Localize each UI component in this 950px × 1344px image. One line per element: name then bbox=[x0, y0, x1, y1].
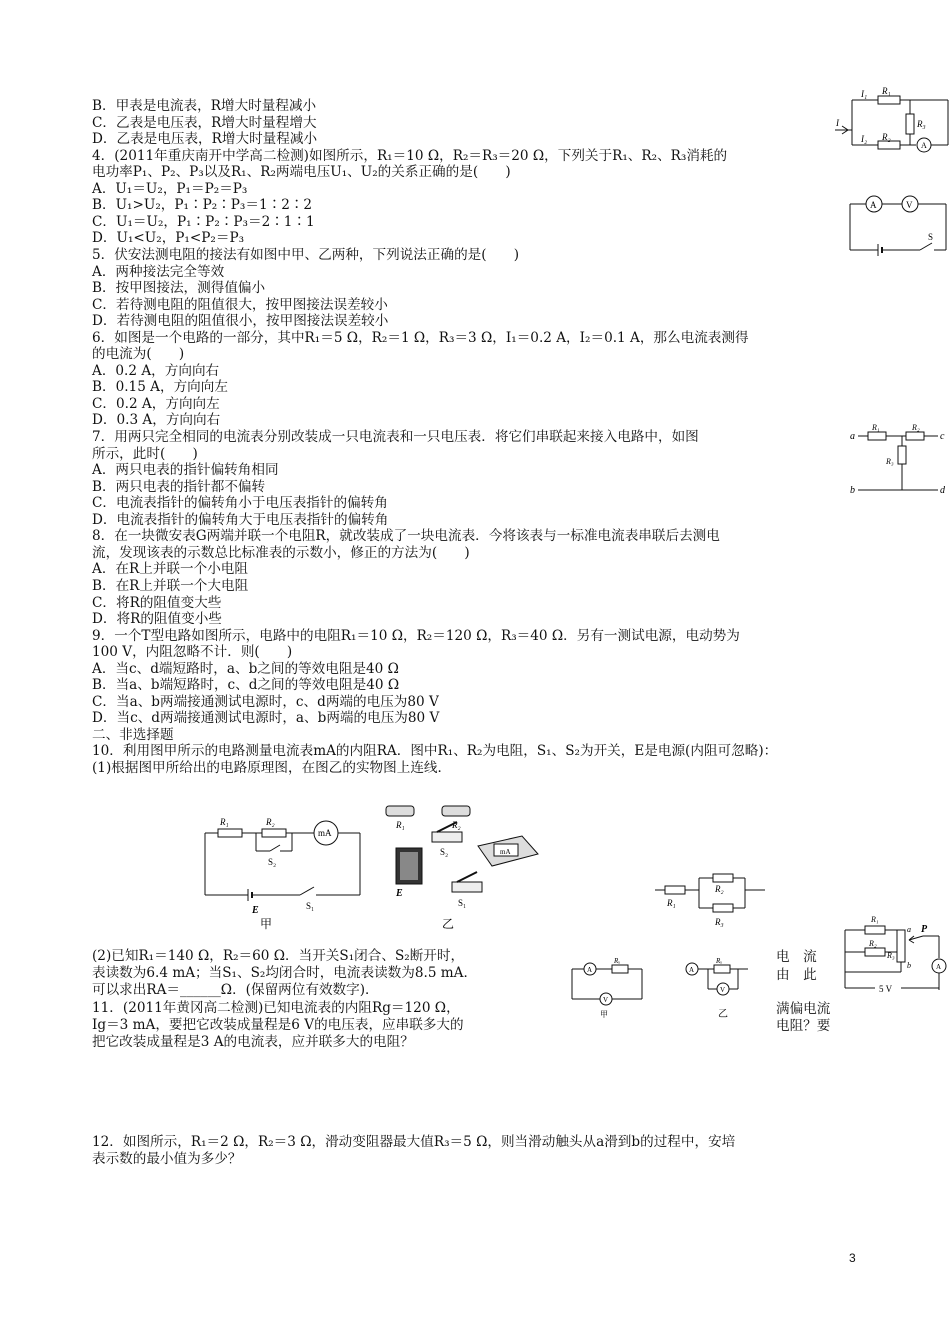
text-line: 12．如图所示，R₁＝2 Ω，R₂＝3 Ω，滑动变阻器最大值R₃＝5 Ω，则当滑动触头从a滑到b的过程中，安培 bbox=[92, 1134, 736, 1150]
voltammetry-diagram-yi bbox=[674, 955, 764, 1021]
page-number: 3 bbox=[849, 1251, 856, 1265]
label-S: S bbox=[928, 232, 934, 242]
text-line: (2)已知R₁＝140 Ω，R₂＝60 Ω．当开关S₁闭合、S₂断开时， bbox=[92, 948, 465, 964]
label-jia: 甲 bbox=[600, 1010, 608, 1019]
text-line: 所示，此时( ) bbox=[92, 445, 198, 462]
text-line: 10．利用图甲所示的电路测量电流表mA的内阻RA．图中R₁、R₂为电阻，S₁、S₂为开关，E是电源(内阻可忽略)： bbox=[92, 743, 778, 760]
label-V: V bbox=[906, 200, 913, 210]
label-R3: R₃ bbox=[886, 457, 894, 466]
side-text-4: 电阻？要 bbox=[776, 1018, 831, 1034]
text-line: 9．一个T型电路如图所示，电路中的电阻R₁＝10 Ω，R₂＝120 Ω，R₃＝40 Ω．另有一测试电源，电动势为 bbox=[92, 627, 740, 644]
text-line: 7．用两只完全相同的电流表分别改装成一只电流表和一只电压表．将它们串联起来接入电路中，如图 bbox=[92, 429, 699, 445]
label-R2: R₂ bbox=[869, 939, 877, 948]
text-line: C．U₁＝U₂，P₁∶P₂∶P₃＝2∶1∶1 bbox=[92, 213, 315, 230]
circuit-diagram-q3 bbox=[830, 86, 950, 160]
text-line: 电功率P₁、P₂、P₃以及R₁、R₂两端电压U₁、U₂的关系正确的是( ) bbox=[92, 164, 511, 181]
text-line: B．两只电表的指针都不偏转 bbox=[92, 478, 266, 495]
label-Rx: Rₓ bbox=[716, 957, 723, 965]
text-line: 5．伏安法测电阻的接法有如图中甲、乙两种，下列说法正确的是( ) bbox=[92, 246, 520, 263]
resistor-network-diagram bbox=[655, 868, 770, 930]
label-b: b bbox=[850, 485, 855, 496]
component-picture-yi bbox=[382, 798, 542, 933]
text-line: D．将R的阻值变小些 bbox=[92, 611, 222, 628]
text-line: D．0.3 A，方向向右 bbox=[92, 412, 221, 429]
label-jia: 甲 bbox=[260, 917, 273, 931]
text-line: 表示数的最小值为多少？ bbox=[92, 1151, 242, 1167]
label-R2: R₂ bbox=[912, 423, 920, 432]
text-line: B．甲表是电流表，R增大时量程减小 bbox=[92, 98, 317, 114]
label-R1: R₁ bbox=[872, 423, 880, 432]
label-R2: R₂ bbox=[882, 132, 891, 142]
label-yi: 乙 bbox=[718, 1009, 728, 1020]
label-R1: R₁ bbox=[220, 817, 229, 827]
label-b: b bbox=[907, 961, 911, 970]
label-R2: R₂ bbox=[715, 884, 724, 894]
text-line: C．若待测电阻的阻值很大，按甲图接法误差较小 bbox=[92, 296, 388, 313]
label-A: A bbox=[870, 200, 877, 210]
text-line: Ig＝3 mA，要把它改装成量程是6 V的电压表，应串联多大的 bbox=[92, 1017, 464, 1033]
side-text-3: 满偏电流 bbox=[776, 1001, 831, 1017]
text-line: B．按甲图接法，测得值偏小 bbox=[92, 280, 266, 297]
label-R3: R₃ bbox=[887, 951, 895, 960]
label-S2: S₂ bbox=[440, 847, 449, 857]
label-R2: R₂ bbox=[266, 817, 275, 827]
text-line: A．U₁＝U₂，P₁＝P₂＝P₃ bbox=[92, 180, 248, 197]
label-P: P bbox=[921, 924, 928, 935]
text-line: 把它改装成量程是3 A的电流表，应并联多大的电阻？ bbox=[92, 1034, 414, 1050]
label-R2: R₂ bbox=[452, 820, 461, 830]
text-line: B．在R上并联一个大电阻 bbox=[92, 577, 249, 594]
label-yi: 乙 bbox=[442, 917, 455, 931]
text-line: A．两种接法完全等效 bbox=[92, 263, 225, 280]
text-line: (1)根据图甲所给出的电路原理图，在图乙的实物图上连线． bbox=[92, 760, 452, 776]
text-line: D．U₁<U₂，P₁<P₂＝P₃ bbox=[92, 230, 245, 247]
voltammetry-diagram-jia bbox=[560, 955, 650, 1021]
label-A: A bbox=[689, 966, 695, 974]
label-S1: S₁ bbox=[458, 898, 467, 908]
text-line: 二、非选择题 bbox=[92, 726, 174, 743]
label-I1: I₁ bbox=[861, 89, 868, 99]
label-c: c bbox=[940, 431, 945, 442]
label-A: A bbox=[936, 963, 942, 971]
label-V: V bbox=[603, 996, 609, 1004]
text-line: B．U₁>U₂，P₁∶P₂∶P₃＝1∶2∶2 bbox=[92, 197, 313, 214]
label-R3: R₃ bbox=[917, 119, 926, 129]
label-R1: R₁ bbox=[871, 915, 879, 924]
text-line: D．电流表指针的偏转角大于电压表指针的偏转角 bbox=[92, 511, 389, 528]
text-line: 100 V，内阻忽略不计．则( ) bbox=[92, 644, 293, 661]
text-line: C．0.2 A，方向向左 bbox=[92, 395, 220, 412]
text-line: C．电流表指针的偏转角小于电压表指针的偏转角 bbox=[92, 495, 388, 512]
label-Rx: Rₓ bbox=[614, 957, 621, 965]
label-a: a bbox=[907, 925, 911, 934]
text-line: C．当a、b两端接通测试电源时，c、d两端的电压为80 V bbox=[92, 693, 439, 710]
label-A: A bbox=[587, 966, 593, 974]
text-line: D．当c、d两端接通测试电源时，a、b两端的电压为80 V bbox=[92, 710, 440, 727]
label-I: I bbox=[836, 118, 839, 128]
label-V: V bbox=[720, 986, 726, 994]
text-line: 11．(2011年黄冈高二检测)已知电流表的内阻Rg＝120 Ω， bbox=[92, 1000, 460, 1016]
rheostat-circuit-diagram bbox=[835, 910, 947, 995]
text-line: A．当c、d端短路时，a、b之间的等效电阻是40 Ω bbox=[92, 660, 399, 677]
label-S2: S₂ bbox=[268, 857, 277, 867]
label-I2: I₂ bbox=[861, 134, 868, 144]
text-line: D．若待测电阻的阻值很小，按甲图接法误差较小 bbox=[92, 313, 389, 330]
label-R1: R₁ bbox=[667, 898, 676, 908]
circuit-diagram-q7 bbox=[848, 196, 948, 256]
label-R1: R₁ bbox=[396, 820, 405, 830]
text-line: 4．(2011年重庆南开中学高二检测)如图所示，R₁＝10 Ω，R₂＝R₃＝20 Ω，下列关于R₁、R₂、R₃消耗的 bbox=[92, 147, 728, 164]
text-line: C．将R的阻值变大些 bbox=[92, 594, 222, 611]
text-line: 表读数为6.4 mA；当S₁、S₂均闭合时，电流表读数为8.5 mA． bbox=[92, 965, 478, 981]
text-line: 8．在一块微安表G两端并联一个电阻R，就改装成了一块电流表．今将该表与一标准电流表串联后去测电 bbox=[92, 528, 720, 545]
text-line: 流，发现该表的示数总比标准表的示数小，修正的方法为( ) bbox=[92, 544, 470, 561]
text-line: A．两只电表的指针偏转角相同 bbox=[92, 462, 279, 479]
t-circuit-diagram bbox=[850, 423, 948, 496]
text-line: 的电流为( ) bbox=[92, 346, 185, 363]
label-E: E bbox=[396, 888, 403, 899]
text-line: 可以求出RA＝______Ω．(保留两位有效数字)． bbox=[92, 982, 379, 998]
text-line: A．在R上并联一个小电阻 bbox=[92, 561, 248, 578]
label-5v: 5 V bbox=[879, 984, 893, 994]
label-a: a bbox=[850, 431, 855, 442]
label-R3: R₃ bbox=[715, 917, 724, 927]
label-mA: mA bbox=[500, 848, 511, 856]
label-d: d bbox=[940, 485, 945, 496]
label-R1: R₁ bbox=[882, 86, 891, 96]
side-text-1: 电 流 bbox=[776, 949, 817, 965]
text-line: 6．如图是一个电路的一部分，其中R₁＝5 Ω，R₂＝1 Ω，R₃＝3 Ω，I₁＝0.2 A，I₂＝0.1 A，那么电流表测得 bbox=[92, 329, 749, 346]
text-line: B．0.15 A，方向向左 bbox=[92, 379, 228, 396]
text-line: C．乙表是电压表，R增大时量程增大 bbox=[92, 114, 317, 131]
circuit-schematic-jia bbox=[200, 815, 370, 930]
side-text-2: 由 此 bbox=[776, 967, 817, 983]
text-line: D．乙表是电压表，R增大时量程减小 bbox=[92, 131, 318, 148]
text-line: B．当a、b端短路时，c、d之间的等效电阻是40 Ω bbox=[92, 677, 400, 694]
label-A: A bbox=[921, 141, 927, 150]
text-line: A．0.2 A，方向向右 bbox=[92, 362, 220, 379]
label-E: E bbox=[252, 905, 259, 916]
label-S1: S₁ bbox=[306, 901, 315, 911]
label-mA: mA bbox=[318, 828, 332, 838]
